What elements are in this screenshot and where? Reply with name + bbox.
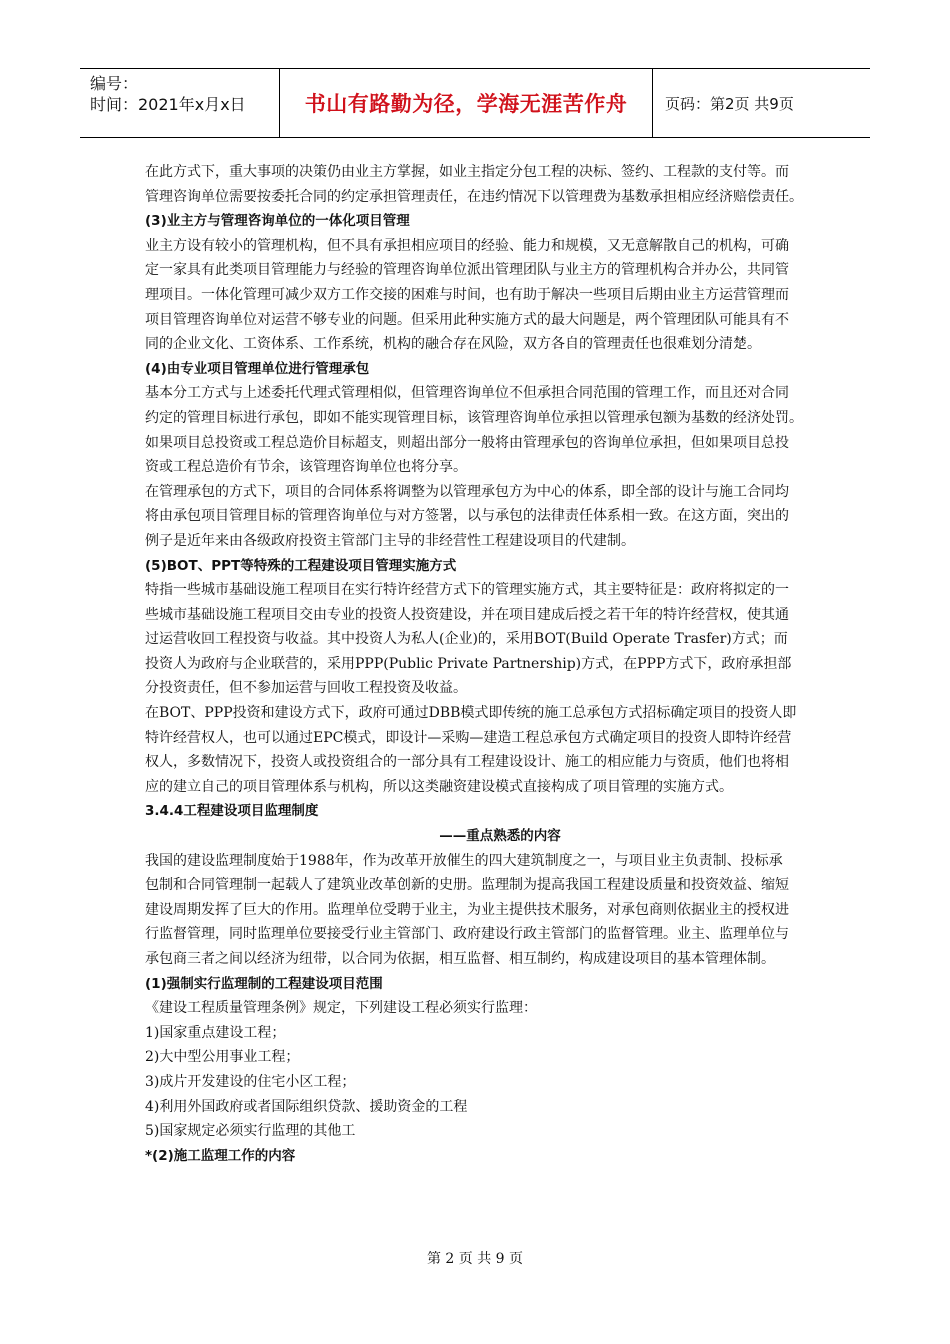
body-text-line: 项目管理咨询单位对运营不够专业的问题。但采用此种实施方式的最大问题是，两个管理团队可能具有不 bbox=[145, 311, 789, 328]
body-text-line: 在此方式下，重大事项的决策仍由业主方掌握，如业主指定分包工程的决标、签约、工程款的支付等。而 bbox=[145, 164, 789, 180]
body-text-line: 将由承包项目管理目标的管理咨询单位与对方签署，以与承包的法律责任体系相一致。在这方面，突出的 bbox=[145, 508, 789, 525]
body-text-line: 权人，多数情况下，投资人或投资组合的一部分具有工程建设设计、施工的相应能力与资质，他们也将相 bbox=[145, 754, 789, 771]
section-heading: (5)BOT、PPT等特殊的工程建设项目管理实施方式 bbox=[145, 557, 457, 574]
section-heading: 3.4.4工程建设项目监理制度 bbox=[145, 803, 319, 820]
page-header bbox=[80, 68, 870, 138]
section-heading: (4)由专业项目管理单位进行管理承包 bbox=[145, 360, 370, 377]
body-text-line: 过运营收回工程投资与收益。其中投资人为私人(企业)的，采用BOT(Build Operate Trasfer)方式；而 bbox=[145, 631, 788, 648]
body-text-line: 特许经营权人，也可以通过EPC模式，即设计—采购—建造工程总承包方式确定项目的投资人即特许经营 bbox=[145, 729, 792, 746]
header-page-info-cell bbox=[653, 69, 870, 137]
body-text-line: 在管理承包的方式下，项目的合同体系将调整为以管理承包方为中心的体系，即全部的设计与施工合同均 bbox=[145, 483, 789, 500]
body-text-line: 例子是近年来由各级政府投资主管部门主导的非经营性工程建设项目的代建制。 bbox=[145, 532, 635, 549]
document-number-label: 编号： bbox=[90, 74, 139, 93]
body-text-line: 基本分工方式与上述委托代理式管理相似，但管理咨询单位不但承担合同范围的管理工作，而且还对合同 bbox=[145, 385, 789, 402]
header-motto: 书山有路勤为径，学海无涯苦作舟 bbox=[304, 92, 628, 116]
body-text-line: 建设周期发挥了巨大的作用。监理单位受聘于业主，为业主提供技术服务，对承包商则依据业主的授权进 bbox=[145, 901, 789, 918]
body-text-line: 定一家具有此类项目管理能力与经验的管理咨询单位派出管理团队与业主方的管理机构合并办公，共同管 bbox=[145, 262, 789, 279]
header-motto-cell bbox=[280, 69, 653, 137]
document-body bbox=[145, 160, 815, 1168]
body-text-line: 1)国家重点建设工程； bbox=[145, 1024, 286, 1041]
body-text-line: 些城市基础设施工程项目交由专业的投资人投资建设，并在项目建成后授之若干年的特许经营权，使其通 bbox=[145, 606, 789, 623]
body-text-line: 管理咨询单位需要按委托合同的约定承担管理责任，在违约情况下以管理费为基数承担相应经济赔偿责任。 bbox=[145, 188, 803, 205]
body-text-line: 我国的建设监理制度始于1988年，作为改革开放催生的四大建筑制度之一，与项目业主负责制、投标承 bbox=[145, 852, 783, 869]
section-heading: (3)业主方与管理咨询单位的一体化项目管理 bbox=[145, 213, 410, 230]
page-footer bbox=[0, 1248, 950, 1268]
body-text-line: 3)成片开发建设的住宅小区工程； bbox=[145, 1073, 356, 1090]
body-text-line: 分投资责任，但不参加运营与回收工程投资及收益。 bbox=[145, 680, 467, 697]
body-text-line: 特指一些城市基础设施工程项目在实行特许经营方式下的管理实施方式，其主要特征是：政府将拟定的一 bbox=[145, 582, 789, 599]
body-text-line: 2)大中型公用事业工程； bbox=[145, 1049, 300, 1066]
header-page-info: 页码：第2页 共9页 bbox=[665, 94, 794, 113]
body-text-line: 同的企业文化、工资体系、工作系统，机构的融合存在风险，双方各自的管理责任也很难划分清楚。 bbox=[145, 336, 761, 353]
body-text-line: 应的建立自己的项目管理体系与机构，所以这类融资建设模式直接构成了项目管理的实施方式。 bbox=[145, 778, 733, 795]
body-text-line: 资或工程总造价有节余，该管理咨询单位也将分享。 bbox=[145, 459, 467, 476]
body-text-line: 《建设工程质量管理条例》规定，下列建设工程必须实行监理： bbox=[145, 1000, 537, 1017]
body-text-line: 约定的管理目标进行承包，即如不能实现管理目标，该管理咨询单位承担以管理承包额为基数的经济处罚。 bbox=[145, 409, 803, 426]
body-text-line: 包制和合同管理制一起载人了建筑业改革创新的史册。监理制为提高我国工程建设质量和投资效益、缩短 bbox=[145, 877, 789, 894]
document-time-label: 时间：2021年x月x日 bbox=[90, 95, 246, 114]
body-text-line: 业主方设有较小的管理机构，但不具有承担相应项目的经验、能力和规模，又无意解散自己的机构，可确 bbox=[145, 237, 789, 254]
body-text-line: 承包商三者之间以经济为纽带，以合同为依据，相互监督、相互制约，构成建设项目的基本管理体制。 bbox=[145, 951, 775, 967]
body-text-line: 在BOT、PPP投资和建设方式下，政府可通过DBB模式即传统的施工总承包方式招标确定项目的投资人即 bbox=[145, 705, 797, 722]
section-heading: *(2)施工监理工作的内容 bbox=[145, 1147, 296, 1164]
header-meta-cell bbox=[80, 69, 280, 137]
body-text-line: 4)利用外国政府或者国际组织贷款、援助资金的工程 bbox=[145, 1098, 468, 1115]
section-heading: (1)强制实行监理制的工程建设项目范围 bbox=[145, 975, 383, 992]
body-text-line: 投资人为政府与企业联营的，采用PPP(Public Private Partnership)方式，在PPP方式下，政府承担部 bbox=[145, 655, 792, 672]
body-text-line: 理项目。一体化管理可减少双方工作交接的困难与时间，也有助于解决一些项目后期由业主方运营管理而 bbox=[145, 286, 789, 303]
body-text-line: 如果项目总投资或工程总造价目标超支，则超出部分一般将由管理承包的咨询单位承担，但如果项目总投 bbox=[145, 434, 789, 451]
body-text-line: 行监督管理，同时监理单位要接受行业主管部门、政府建设行政主管部门的监督管理。业主、监理单位与 bbox=[145, 926, 789, 943]
footer-page-number: 第 2 页 共 9 页 bbox=[426, 1251, 524, 1267]
body-text-line: 5)国家规定必须实行监理的其他工 bbox=[145, 1123, 356, 1140]
section-heading: ——重点熟悉的内容 bbox=[439, 828, 561, 845]
